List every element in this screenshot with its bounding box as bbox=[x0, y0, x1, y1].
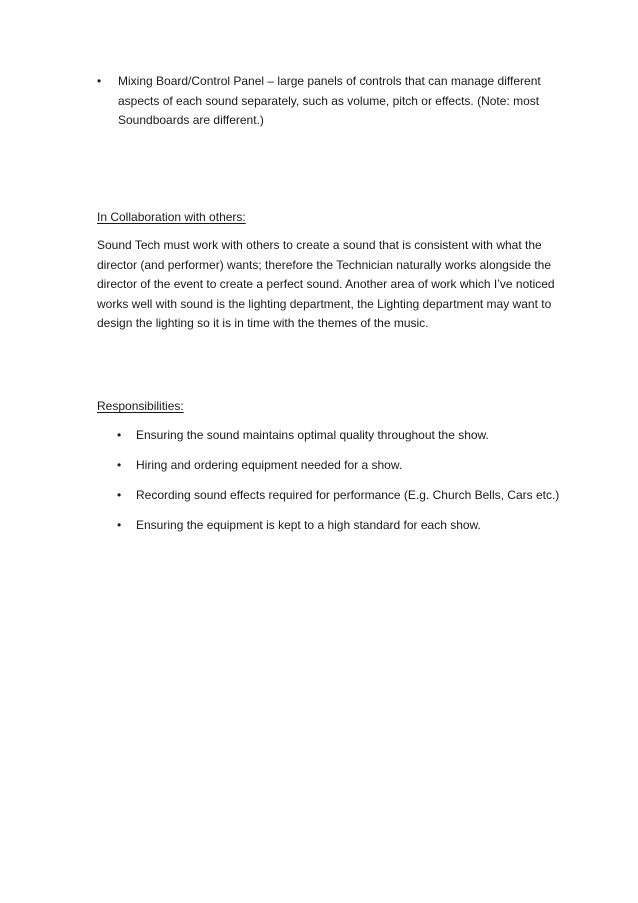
list-item-text: Recording sound effects required for performance (E.g. Church Bells, Cars etc.) bbox=[136, 488, 560, 502]
list-item bbox=[117, 486, 567, 506]
bullet-marker: • bbox=[117, 518, 122, 532]
list-item-text: Ensuring the equipment is kept to a high standard for each show. bbox=[136, 518, 481, 532]
intro-bullet-text: Mixing Board/Control Panel – large panels of controls that can manage different aspects of each sound separately, such as volume, pitch or effects. (Note: most Soundboards are different.) bbox=[118, 74, 541, 127]
intro-bullet-item bbox=[97, 72, 567, 131]
list-item bbox=[117, 516, 567, 536]
list-item bbox=[117, 456, 567, 476]
bullet-marker: • bbox=[117, 488, 122, 502]
collaboration-paragraph: Sound Tech must work with others to create a sound that is consistent with what the director (and performer) wants; therefore the Technician naturally works alongside the director of the event to create a perfect sound. Another area of work which I’ve noticed works well with sound is the lighting department, the Lighting department may want to design the lighting so it is in time with the themes of the music. bbox=[97, 238, 555, 330]
list-item-text: Ensuring the sound maintains optimal quality throughout the show. bbox=[136, 428, 489, 442]
collaboration-heading: In Collaboration with others: bbox=[97, 210, 246, 224]
list-item-text: Hiring and ordering equipment needed for a show. bbox=[136, 458, 403, 472]
bullet-marker: • bbox=[117, 458, 122, 472]
responsibilities-heading: Responsibilities: bbox=[97, 399, 184, 413]
bullet-marker: • bbox=[117, 428, 122, 442]
list-item bbox=[117, 426, 567, 446]
bullet-marker: • bbox=[97, 74, 102, 88]
responsibilities-list bbox=[117, 426, 567, 546]
